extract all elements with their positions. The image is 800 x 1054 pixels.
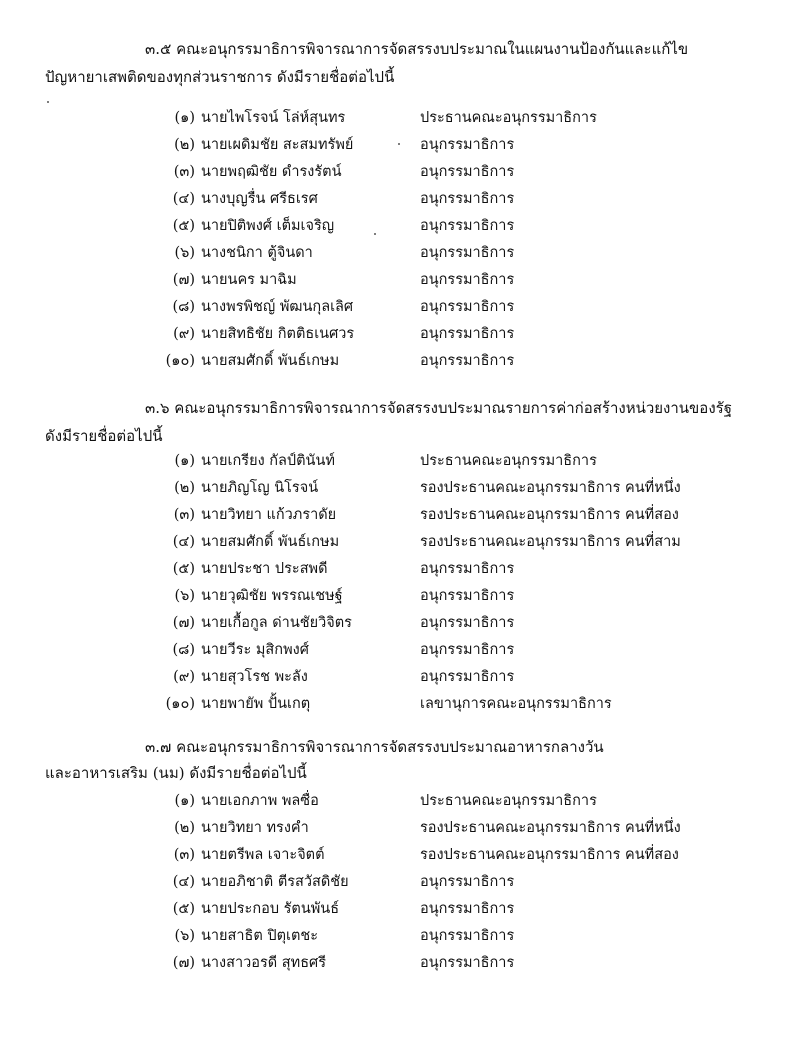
member-number: (๒) [174,820,195,836]
member-number: (๑๐) [165,353,195,369]
member-row [0,638,800,662]
member-name: นางพรพิชญ์ พัฒนกุลเลิศ [201,299,354,315]
member-name: นายปิติพงศ์ เต็มเจริญ [201,218,335,234]
member-row [0,692,800,716]
member-role: รองประธานคณะอนุกรรมาธิการ คนที่สอง [420,507,679,523]
member-row [0,449,800,473]
member-number: (๔) [172,874,195,890]
member-name: นายพายัพ ปั้นเกตุ [201,696,311,712]
member-name: นายประชา ประสพดี [201,561,328,577]
member-role: อนุกรรมาธิการ [420,928,515,944]
member-name: นายสาธิต ปิตุเตชะ [201,928,319,944]
member-number: (๘) [172,299,195,315]
member-row [0,557,800,581]
section-heading-line1: ๓.๖ คณะอนุกรรมาธิการพิจารณาการจัดสรรงบประมาณรายการค่าก่อสร้างหน่วยงานของรัฐ [145,399,732,417]
member-number: (๖) [174,928,195,944]
member-row [0,295,800,319]
member-row [0,611,800,635]
member-number: (๕) [172,561,195,577]
member-number: (๑) [174,453,195,469]
member-name: นายวีระ มุสิกพงศ์ [201,642,309,658]
member-row [0,530,800,554]
member-name: นายเอกภาพ พลซื่อ [201,793,319,809]
member-number: (๓) [173,164,195,180]
member-number: (๙) [173,326,195,342]
member-role: อนุกรรมาธิการ [420,561,515,577]
member-number: (๔) [172,534,195,550]
member-row [0,789,800,813]
member-name: นายวิทยา ทรงคำ [201,820,309,836]
member-role: อนุกรรมาธิการ [420,245,515,261]
member-name: นายสิทธิชัย กิตติธเนศวร [201,326,355,342]
member-row [0,665,800,689]
member-row [0,241,800,265]
member-role: ประธานคณะอนุกรรมาธิการ [420,453,597,469]
scan-speck [398,143,400,145]
member-name: นางชนิกา ตู้จินดา [201,245,313,261]
member-number: (๙) [173,669,195,685]
member-row [0,322,800,346]
section-heading-line1: ๓.๕ คณะอนุกรรมาธิการพิจารณาการจัดสรรงบประมาณในแผนงานป้องกันและแก้ไข [145,40,689,58]
member-role: อนุกรรมาธิการ [420,164,515,180]
member-row [0,951,800,975]
member-number: (๗) [172,615,195,631]
member-name: นายอภิชาติ ตีรสวัสดิชัย [201,874,349,890]
member-row [0,924,800,948]
member-role: อนุกรรมาธิการ [420,955,515,971]
member-role: อนุกรรมาธิการ [420,299,515,315]
member-name: นายพฤฒิชัย ดำรงรัตน์ [201,164,342,180]
member-role: อนุกรรมาธิการ [420,588,515,604]
member-name: นายภิญโญ นิโรจน์ [201,480,319,496]
member-role: อนุกรรมาธิการ [420,669,515,685]
member-row [0,584,800,608]
member-row [0,106,800,130]
member-role: รองประธานคณะอนุกรรมาธิการ คนที่หนึ่ง [420,480,681,496]
member-number: (๕) [172,901,195,917]
member-role: อนุกรรมาธิการ [420,326,515,342]
member-role: ประธานคณะอนุกรรมาธิการ [420,793,597,809]
member-name: นายเกรียง กัลป์ตินันท์ [201,453,335,469]
member-number: (๔) [172,191,195,207]
member-role: อนุกรรมาธิการ [420,137,515,153]
member-role: อนุกรรมาธิการ [420,874,515,890]
member-role: รองประธานคณะอนุกรรมาธิการ คนที่หนึ่ง [420,820,681,836]
member-role: อนุกรรมาธิการ [420,642,515,658]
member-name: นางสาวอรดี สุทธศรี [201,955,327,971]
member-number: (๒) [174,480,195,496]
member-number: (๗) [172,955,195,971]
member-row [0,268,800,292]
scan-speck [374,233,376,235]
member-number: (๕) [172,218,195,234]
member-number: (๖) [174,245,195,261]
member-role: อนุกรรมาธิการ [420,901,515,917]
section-heading-line2: และอาหารเสริม (นม) ดังมีรายชื่อต่อไปนี้ [45,764,307,782]
scan-speck [47,101,49,103]
member-number: (๗) [172,272,195,288]
member-name: นายเผดิมชัย สะสมทรัพย์ [201,137,354,153]
member-row [0,214,800,238]
member-name: นายวุฒิชัย พรรณเชษฐ์ [201,588,343,604]
member-row [0,133,800,157]
member-row [0,897,800,921]
section-heading-line1: ๓.๗ คณะอนุกรรมาธิการพิจารณาการจัดสรรงบประมาณอาหารกลางวัน [145,738,604,756]
member-name: นายสมศักดิ์ พันธ์เกษม [201,353,340,369]
member-name: นางบุญรื่น ศรีธเรศ [201,191,318,207]
member-role: อนุกรรมาธิการ [420,191,515,207]
section-heading-line2: ปัญหายาเสพติดของทุกส่วนราชการ ดังมีรายชื่อต่อไปนี้ [45,68,395,86]
member-name: นายเกื้อกูล ด่านชัยวิจิตร [201,615,352,631]
member-role: รองประธานคณะอนุกรรมาธิการ คนที่สอง [420,847,679,863]
member-role: อนุกรรมาธิการ [420,615,515,631]
member-role: อนุกรรมาธิการ [420,218,515,234]
member-number: (๓) [173,847,195,863]
member-role: ประธานคณะอนุกรรมาธิการ [420,110,597,126]
member-number: (๑) [174,110,195,126]
member-row [0,816,800,840]
member-name: นายสุวโรช พะลัง [201,669,308,685]
section-heading-line2: ดังมีรายชื่อต่อไปนี้ [45,427,163,445]
member-role: เลขานุการคณะอนุกรรมาธิการ [420,696,612,712]
member-row [0,503,800,527]
member-number: (๑) [174,793,195,809]
member-number: (๑๐) [165,696,195,712]
member-name: นายนคร มาฉิม [201,272,297,288]
member-name: นายไพโรจน์ โล่ห์สุนทร [201,110,346,126]
member-number: (๖) [174,588,195,604]
member-name: นายวิทยา แก้วภราดัย [201,507,337,523]
member-name: นายตรีพล เจาะจิตต์ [201,847,325,863]
member-role: รองประธานคณะอนุกรรมาธิการ คนที่สาม [420,534,681,550]
member-row [0,843,800,867]
member-number: (๒) [174,137,195,153]
member-row [0,187,800,211]
member-row [0,160,800,184]
member-row [0,476,800,500]
member-role: อนุกรรมาธิการ [420,353,515,369]
member-number: (๓) [173,507,195,523]
member-row [0,349,800,373]
member-row [0,870,800,894]
member-name: นายสมศักดิ์ พันธ์เกษม [201,534,340,550]
member-role: อนุกรรมาธิการ [420,272,515,288]
member-number: (๘) [172,642,195,658]
member-name: นายประกอบ รัตนพันธ์ [201,901,340,917]
